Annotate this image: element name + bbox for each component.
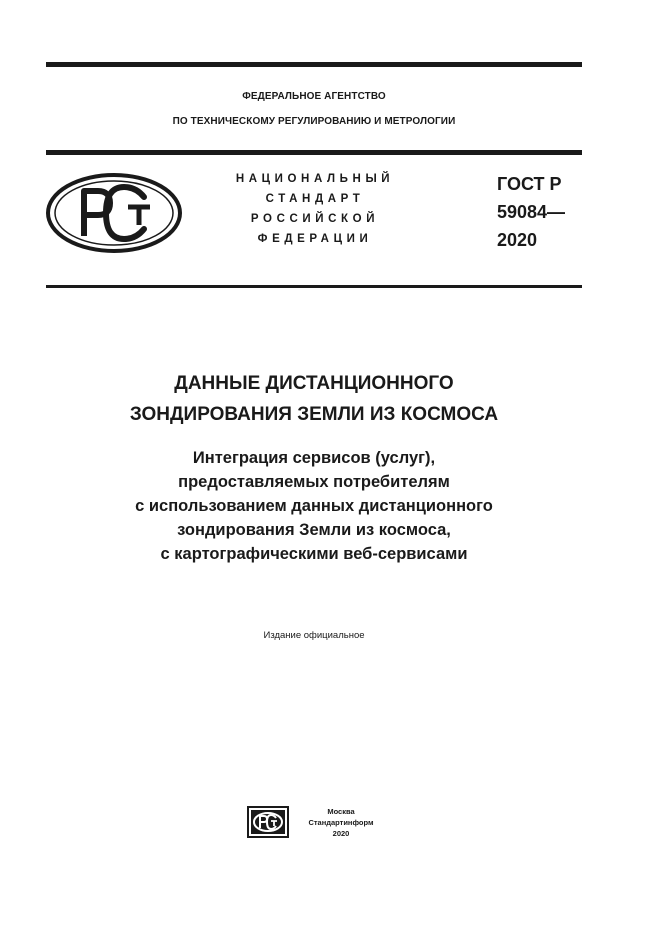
subtitle-line-5: с картографическими веб-сервисами [160,545,468,563]
standartinform-logo-icon [247,806,289,838]
header-bottom-rule [46,285,582,288]
rst-emblem-icon [46,173,182,253]
subtitle-line-4: зондирования Земли из космоса, [177,521,451,539]
agency-line-1: ФЕДЕРАЛЬНОЕ АГЕНТСТВО [242,91,386,102]
standard-type-line-4: ФЕДЕРАЦИИ [257,233,373,245]
subtitle-line-3: с использованием данных дистанционного [135,497,493,515]
standard-type-line-1: НАЦИОНАЛЬНЫЙ [235,173,395,185]
gost-code-line-2: 59084— [497,202,566,222]
publisher-city: Москва [327,807,355,816]
top-rule [46,62,582,67]
header-rule [46,150,582,155]
publisher-name: Стандартинформ [308,818,374,827]
agency-line-2: ПО ТЕХНИЧЕСКОМУ РЕГУЛИРОВАНИЮ И МЕТРОЛОГИИ [172,116,456,127]
standard-type-line-2: СТАНДАРТ [265,193,365,205]
document-title [60,368,568,430]
publisher-info [296,806,386,839]
gost-code-line-3: 2020 [497,230,538,250]
title-line-1: ДАННЫЕ ДИСТАНЦИОННОГО [174,373,454,394]
title-line-2: ЗОНДИРОВАНИЯ ЗЕМЛИ ИЗ КОСМОСА [129,404,499,425]
document-subtitle [60,446,568,566]
publisher-year: 2020 [332,829,350,838]
gost-code [497,170,565,254]
gost-code-line-1: ГОСТ Р [497,174,562,194]
subtitle-line-1: Интеграция сервисов (услуг), [192,449,436,467]
subtitle-line-2: предоставляемых потребителям [178,473,450,491]
edition-label: Издание официальное [263,630,365,641]
standard-type-line-3: РОССИЙСКОЙ [250,213,380,225]
